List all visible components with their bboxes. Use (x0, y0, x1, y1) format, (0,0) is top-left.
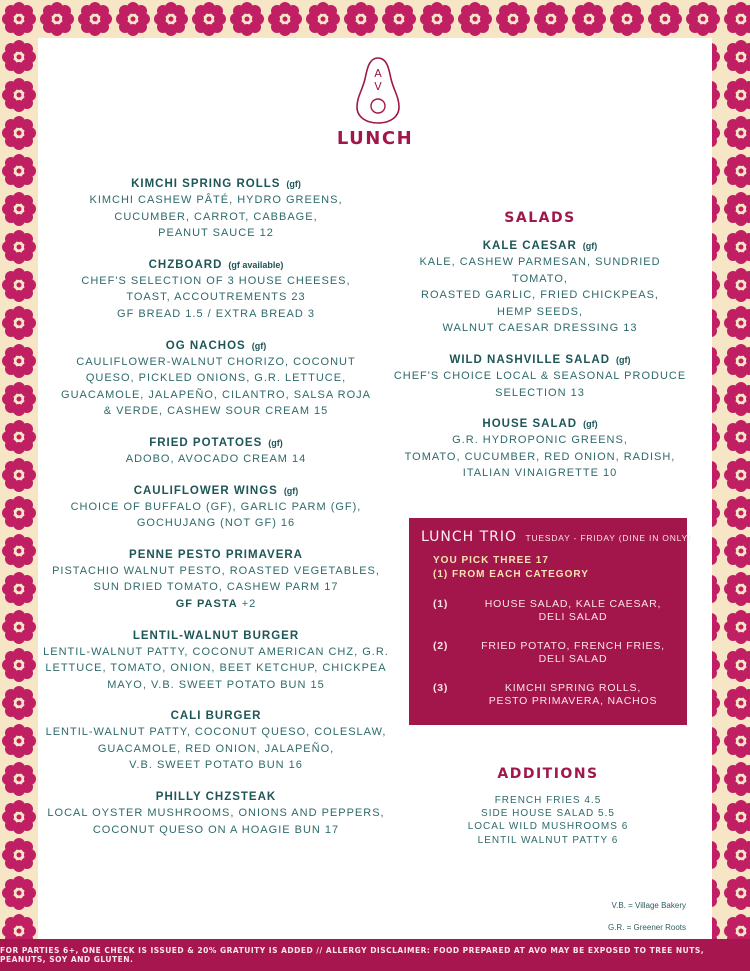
menu-item-description-line: CHEF'S SELECTION OF 3 HOUSE CHEESES, (81, 274, 351, 287)
menu-item (40, 435, 392, 468)
lunch-trio-subtitle: TUESDAY - FRIDAY (DINE IN ONLY) (525, 533, 692, 543)
option-label: GF PASTA (175, 597, 238, 610)
menu-item-header (40, 628, 392, 644)
menu-item (40, 708, 392, 774)
menu-item (40, 789, 392, 838)
menu-item-header (40, 708, 392, 724)
salad-item (392, 416, 688, 482)
menu-item-name: CAULIFLOWER WINGS (133, 484, 278, 497)
menu-item-description-line: LOCAL OYSTER MUSHROOMS, ONIONS AND PEPPERS, (47, 807, 385, 820)
dietary-tag: (gf available) (228, 259, 284, 270)
menu-item-name: KALE CAESAR (482, 240, 577, 252)
menu-item-header (40, 257, 392, 273)
menu-item-header (40, 435, 392, 451)
option-number: (2) (433, 640, 449, 652)
menu-item-description-line: PEANUT SAUCE 12 (158, 227, 274, 240)
menu-item-name: HOUSE SALAD (482, 418, 578, 431)
menu-item-name: PENNE PESTO PRIMAVERA (129, 548, 303, 561)
menu-item-description-line: ROASTED GARLIC, FRIED CHICKPEAS, (421, 289, 659, 302)
menu-item-header (40, 338, 392, 354)
allergy-disclaimer: FOR PARTIES 6+, ONE CHECK IS ISSUED & 20% GRATUITY IS ADDED // ALLERGY DISCLAIMER: FOOD PREPARED AT AVO MAY BE EXPOSED TO TREE NUTS, PEANUTS, SOY AND GLUTEN. (0, 946, 705, 964)
disclaimer-strip (0, 939, 750, 971)
salads-heading: SALADS (504, 210, 576, 226)
menu-item-header (392, 238, 688, 254)
option-choice-line: DELI SALAD (538, 653, 608, 665)
additions-section (409, 766, 687, 847)
menu-item-description-line: GUACAMOLE, RED ONION, JALAPEÑO, (97, 742, 335, 755)
main-menu-column (40, 176, 392, 853)
menu-item-description-line: ITALIAN VINAIGRETTE 10 (462, 467, 618, 480)
menu-item-description-line: LETTUCE, TOMATO, ONION, BEET KETCHUP, CHICKPEA (45, 662, 387, 675)
menu-item-description-line: LENTIL-WALNUT PATTY, COCONUT QUESO, COLESLAW, (45, 726, 387, 739)
menu-item-description-line: MAYO, V.B. SWEET POTATO BUN 15 (107, 678, 325, 691)
option-choices (463, 640, 683, 666)
menu-item-description-line: GUACAMOLE, JALAPEÑO, CILANTRO, SALSA ROJA (61, 388, 371, 401)
additions-list (409, 794, 687, 847)
dietary-tag: (gf) (582, 241, 598, 251)
dietary-tag: (gf) (268, 437, 283, 448)
lunch-trio-box (409, 518, 692, 725)
dietary-tag: (gf) (286, 179, 301, 189)
option-price: +2 (237, 597, 257, 610)
menu-item-description-line: G.R. HYDROPONIC GREENS, (452, 434, 628, 447)
lunch-trio-rule-line: (1) FROM EACH CATEGORY (433, 569, 589, 580)
menu-item-description-line: COCONUT QUESO ON A HOAGIE BUN 17 (92, 823, 340, 836)
salad-item (392, 238, 688, 337)
page-title: LUNCH (336, 128, 414, 149)
menu-item (40, 257, 392, 323)
option-choice-line: FRIED POTATO, FRENCH FRIES, (481, 640, 665, 652)
addition-item: FRENCH FRIES 4.5 (494, 795, 602, 806)
salads-column (392, 210, 688, 497)
menu-item-description-line: CHOICE OF BUFFALO (GF), GARLIC PARM (GF), (70, 500, 362, 513)
svg-text:V: V (374, 80, 382, 93)
option-choice-line: DELI SALAD (538, 611, 608, 623)
menu-item-description-line: KALE, CASHEW PARMESAN, SUNDRIED TOMATO, (419, 256, 661, 285)
avocado-logo-icon (354, 55, 402, 125)
menu-item-name: CHZBOARD (148, 258, 223, 271)
menu-item-description-line: CHEF'S CHOICE LOCAL & SEASONAL PRODUCE (393, 369, 687, 382)
menu-item-option (40, 596, 392, 613)
lunch-trio-price-line: YOU PICK THREE 17 (433, 555, 549, 566)
menu-item (40, 176, 392, 242)
menu-item (40, 338, 392, 420)
option-number: (1) (433, 598, 449, 610)
option-choices (463, 682, 683, 708)
menu-item-description-line: SELECTION 13 (495, 386, 585, 399)
menu-item-name: WILD NASHVILLE SALAD (449, 353, 611, 366)
menu-item-description-line: CAULIFLOWER-WALNUT CHORIZO, COCONUT (76, 355, 356, 368)
menu-item-header (392, 416, 688, 432)
menu-item-description-line: V.B. SWEET POTATO BUN 16 (129, 759, 303, 772)
menu-item-header (392, 352, 688, 368)
footnotes (608, 895, 686, 939)
salad-item (392, 352, 688, 401)
menu-item-name: FRIED POTATOES (149, 436, 263, 449)
salads-list (392, 238, 688, 482)
menu-item-header (40, 483, 392, 499)
option-choice-line: HOUSE SALAD, KALE CAESAR, (484, 598, 662, 610)
lunch-trio-header (421, 528, 692, 546)
addition-item: LOCAL WILD MUSHROOMS 6 (467, 821, 629, 833)
dietary-tag: (gf) (583, 419, 598, 430)
menu-item-description-line: SUN DRIED TOMATO, CASHEW PARM 17 (93, 581, 339, 594)
menu-item-header (40, 789, 392, 805)
dietary-tag: (gf) (616, 354, 631, 365)
option-number: (3) (433, 682, 449, 694)
menu-item-description-line: GOCHUJANG (NOT GF) 16 (136, 517, 296, 530)
option-choice-line: PESTO PRIMAVERA, NACHOS (488, 695, 658, 707)
addition-item: SIDE HOUSE SALAD 5.5 (481, 808, 615, 820)
menu-item-description-line: CUCUMBER, CARROT, CABBAGE, (114, 210, 318, 223)
menu-item-name: OG NACHOS (165, 339, 246, 352)
menu-item-header (40, 547, 392, 563)
footnote-gr: G.R. = Greener Roots (607, 923, 686, 932)
footnote-vb: V.B. = Village Bakery (611, 901, 686, 910)
lunch-trio-title: LUNCH TRIO (421, 529, 518, 545)
menu-item-description-line: PISTACHIO WALNUT PESTO, ROASTED VEGETABLES, (52, 564, 380, 577)
menu-item-name: CALI BURGER (170, 710, 262, 723)
menu-item (40, 547, 392, 613)
dietary-tag: (gf) (283, 485, 299, 496)
option-choice-line: KIMCHI SPRING ROLLS, (504, 682, 642, 694)
menu-item-description-line: QUESO, PICKLED ONIONS, G.R. LETTUCE, (85, 372, 347, 385)
menu-item-description-line: KIMCHI CASHEW PÂTÉ, HYDRO GREENS, (89, 194, 343, 206)
menu-item-description-line: LENTIL-WALNUT PATTY, COCONUT AMERICAN CHZ, G.R. (43, 645, 389, 658)
menu-item-description-line: TOAST, ACCOUTREMENTS 23 (126, 291, 306, 304)
addition-item: LENTIL WALNUT PATTY 6 (477, 834, 619, 846)
menu-item-name: KIMCHI SPRING ROLLS (131, 178, 281, 190)
menu-item-name: PHILLY CHZSTEAK (155, 791, 277, 804)
menu-item (40, 628, 392, 694)
menu-item-description-line: ADOBO, AVOCADO CREAM 14 (125, 452, 307, 465)
menu-item-description-line: HEMP SEEDS, (497, 305, 583, 318)
menu-item-name: LENTIL-WALNUT BURGER (132, 629, 300, 642)
svg-text:A: A (374, 67, 382, 80)
lunch-trio-instructions (433, 554, 589, 582)
menu-item-header (40, 176, 392, 192)
menu-item (40, 483, 392, 532)
menu-item-description-line: TOMATO, CUCUMBER, RED ONION, RADISH, (404, 450, 676, 463)
menu-item-description-line: GF BREAD 1.5 / EXTRA BREAD 3 (117, 307, 315, 320)
menu-item-description-line: WALNUT CAESAR DRESSING 13 (442, 322, 638, 335)
dietary-tag: (gf) (251, 340, 267, 351)
menu-item-description-line: & VERDE, CASHEW SOUR CREAM 15 (103, 405, 329, 418)
additions-heading: ADDITIONS (497, 766, 599, 782)
option-choices (463, 598, 683, 624)
